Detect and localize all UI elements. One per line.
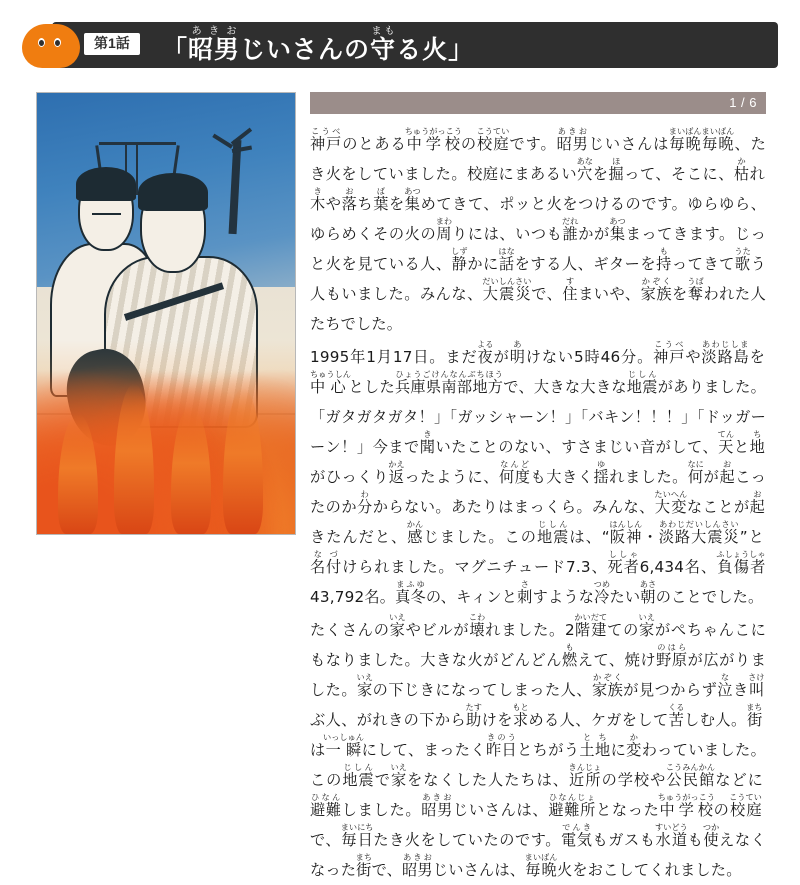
title-ruby-mamoru [370,26,397,64]
title-segment-1: 「 [162,36,189,64]
title-segment-2: じいさんの [240,36,371,64]
mascot-face-icon [22,24,80,68]
title-ruby-mamoru-text: まも [370,26,397,37]
page-indicator-bar [310,92,766,114]
title-segment-3: る火」 [396,36,475,64]
figure-woman-head [78,172,134,251]
chapter-badge: 第1話 [84,33,140,55]
story-paragraph: たくさんの家いえやビルが壊こわれました。2階建かいだてての家いえがぺちゃんこにもなりました。大きな火がどんどん燃もえて、焼け野原のはらが広がりました。家いえの下じきになってしまった人、家族かぞくが見つからず泣なき叫さけぶ人、がれきの下から助たすけを求もとめる人、ケガをして苦くるしむ人。街まちは一瞬いっしゅんにして、まったく昨日きのうとちがう土地とちに変かわっていました。この地震じしんで家いえをなくした人たちは、近所きんじょの学校や公民館こうみんかんなどに避難ひなんしました。昭男あきおじいさんは、避難所ひなんじょとなった中学校ちゅうがっこうの校庭こうていで、毎日まいにちたき火をしていたのです。電気でんきもガスも水道すいどうも使つかえなくなった街まちで、昭男あきおじいさんは、毎晩まいばん火をおこしてくれました。 [310,612,767,879]
page-title [162,26,474,69]
page-header [22,22,778,70]
title-ruby-akio-text: あきお [188,26,241,37]
story-body [310,126,766,885]
bare-tree-icon [207,119,264,234]
story-illustration [36,92,296,535]
title-ruby-akio-base: 昭男 [188,36,241,64]
mascot-eye-left-icon [38,38,45,47]
figure-man-head [140,181,206,273]
campfire-flames [37,340,295,534]
page-indicator: 1 / 6 [729,95,757,110]
mascot-eye-right-icon [54,38,61,47]
title-ruby-akio [188,26,241,64]
story-paragraph: 1995年1月17日。まだ夜よるが明あけない5時46分。神戸こうべや淡路島あわじしまを中心ちゅうしんとした兵庫県南部地方ひょうごけんなんぶちほうで、大きな大きな地震じしんがありました。「ガタガタガタ！」「ガッシャーン！」「バキン！！！」「ドッガーーン！」今まで聞きいたことのない、すさまじい音がして、天てんと地ちがひっくり返かえったように、何度なんども大きく揺ゆれました。何なにが起おこったのか分わからない。あたりはまっくら。みんな、大変たいへんなことが起おきたんだと、感かんじました。この地震じしんは、“阪神はんしん・淡路大震災あわじだいしんさい”と名付なづけられました。マグニチュード7.3、死者ししゃ6,434名、負傷者ふしょうしゃ43,792名。真冬まふゆの、キィンと刺さすような冷つめたい朝あさのことでした。 [310,339,767,606]
story-text-panel [310,92,766,885]
story-paragraph: 神戸こうべのとある中学校ちゅうがっこうの校庭こうていです。昭男あきおじいさんは毎晩毎晩まいばんまいばん、たき火をしていました。校庭にまあるい穴あなを掘ほって、そこに、枯かれ木きや落おち葉ばを集あつめてきて、ポッと火をつけるのです。ゆらゆら、ゆらめくその火の周まわりには、いつも誰だれかが集あつまってきます。じっと火を見ている人、静しずかに話はなをする人、ギターを持もってきて歌うたう人もいました。みんな、大震災だいしんさいで、住すまいや、家族かぞくを奪うばわれた人たちでした。 [310,126,767,333]
title-ruby-mamoru-base: 守 [370,36,397,64]
